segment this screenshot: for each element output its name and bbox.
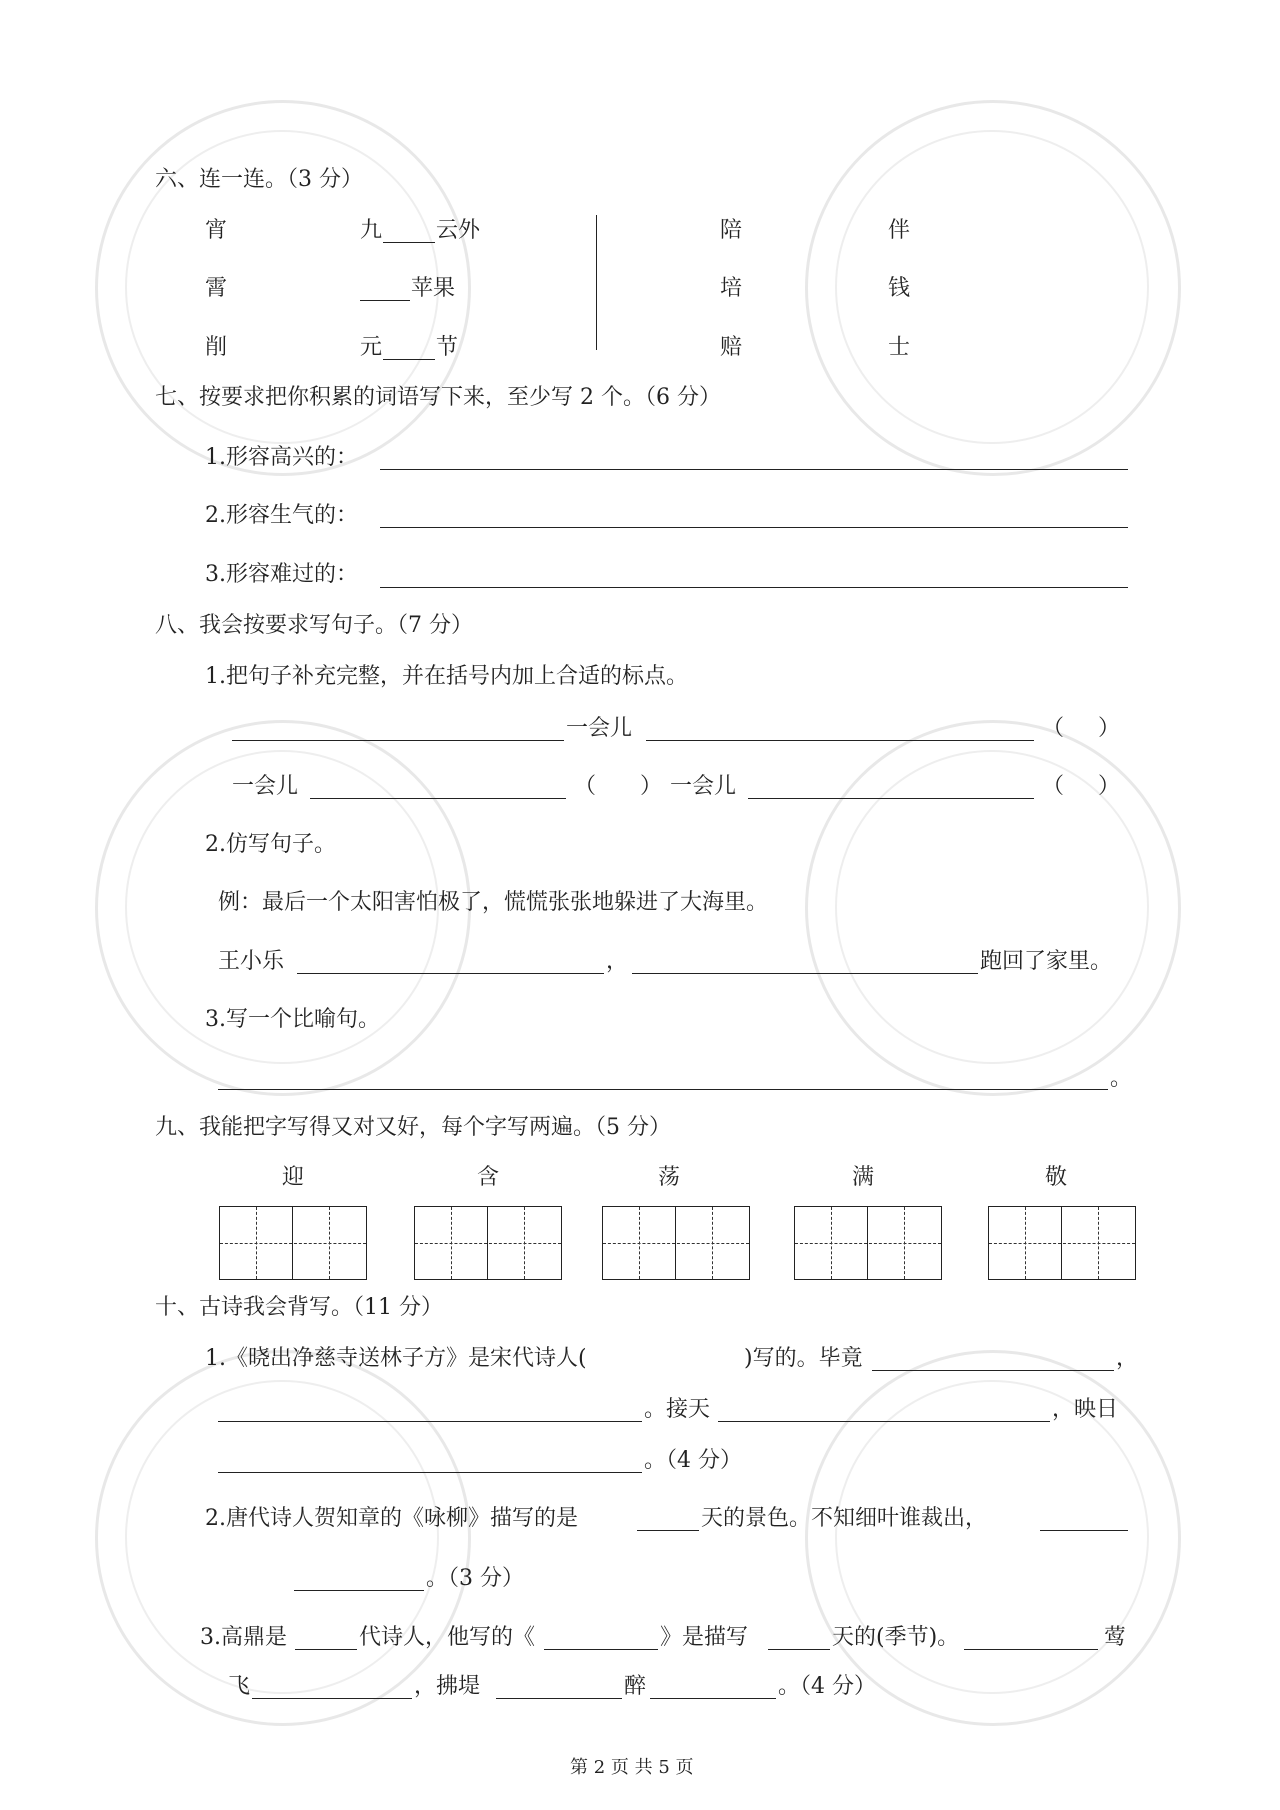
answer-line[interactable] [380,587,1128,588]
imitate-start: 王小乐 [218,949,285,974]
answer-line[interactable] [964,1649,1098,1650]
answer-line[interactable] [310,798,566,799]
poem-q2-text: 2.唐代诗人贺知章的《咏柳》描写的是 [205,1506,578,1531]
period: 。 [1110,1066,1133,1091]
poem-q3-text: 飞 [228,1674,251,1699]
writing-grid[interactable] [602,1206,750,1280]
poem-q2-text: 天的景色。不知细叶谁裁出， [701,1506,988,1531]
writing-grid[interactable] [988,1206,1136,1280]
phrase-before: 九 [360,218,383,243]
answer-line[interactable] [297,973,604,974]
section10-title: 十、古诗我会背写。（11 分） [155,1295,443,1320]
phrase-after: 苹果 [411,276,456,301]
answer-line[interactable] [748,798,1034,799]
practice-char: 迎 [282,1165,305,1190]
answer-line[interactable] [544,1649,658,1650]
left-char: 霄 [205,276,228,301]
paren-close: ） [1098,716,1121,741]
phrase-after: 节 [436,335,459,360]
fixed-word: 一会儿 [232,774,299,799]
section6-title: 六、连一连。（3 分） [155,167,363,192]
watermark-ring [95,1350,471,1726]
right-char: 赔 [720,335,743,360]
phrase-before: 元 [360,335,383,360]
right-char: 培 [720,276,743,301]
answer-line[interactable] [295,1649,357,1650]
answer-line[interactable] [218,1089,1108,1090]
right-char: 钱 [888,276,911,301]
question-text: 3.写一个比喻句。 [205,1007,380,1032]
writing-grid[interactable] [219,1206,367,1280]
answer-line[interactable] [650,1698,776,1699]
right-char: 伴 [888,218,911,243]
watermark-ring [805,720,1181,1096]
answer-line[interactable] [294,1590,424,1591]
poem-q1-text: 。（4 分） [644,1448,742,1473]
watermark-ring [805,100,1181,476]
example-text: 例：最后一个太阳害怕极了，慌慌张张地躲进了大海里。 [218,890,769,915]
answer-line[interactable] [218,1472,642,1473]
word-prompt: 2.形容生气的： [205,503,358,528]
answer-line[interactable] [252,1698,412,1699]
answer-line[interactable] [632,973,978,974]
section7-title: 七、按要求把你积累的词语写下来，至少写 2 个。（6 分） [155,385,721,410]
left-char: 宵 [205,218,228,243]
phrase-after: 云外 [436,218,481,243]
poem-q1-text: ，映日 [1052,1397,1119,1422]
answer-line[interactable] [872,1370,1114,1371]
poem-q3-text: 。（4 分） [778,1674,876,1699]
answer-line[interactable] [637,1530,699,1531]
poem-q3-text: 代诗人，他写的《 [359,1625,536,1650]
fixed-word: 一会儿 [670,774,737,799]
answer-line[interactable] [380,469,1128,470]
comma: ， [1116,1346,1139,1371]
poem-q1-text: )写的。毕竟 [744,1346,863,1371]
watermark-ring [835,130,1149,444]
page-number: 第 2 页 共 5 页 [570,1757,694,1778]
answer-line[interactable] [718,1421,1050,1422]
paren-close: ） [640,774,663,799]
answer-line[interactable] [380,527,1128,528]
fill-blank[interactable] [360,300,410,301]
poem-q2-text: 。（3 分） [426,1566,524,1591]
right-char: 士 [888,335,911,360]
poem-q3-text: 醉 [624,1674,647,1699]
answer-line[interactable] [218,1421,642,1422]
poem-q3-text: 3.高鼎是 [200,1625,287,1650]
section9-title: 九、我能把字写得又对又好，每个字写两遍。（5 分） [155,1115,671,1140]
poem-q3-text: 》是描写 [660,1625,749,1650]
answer-line[interactable] [646,740,1034,741]
fill-blank[interactable] [383,359,435,360]
question-text: 2.仿写句子。 [205,832,336,857]
paren-open: （ [1042,716,1065,741]
watermark-ring [805,1350,1181,1726]
paren-close: ） [1098,774,1121,799]
poem-q3-text: 莺 [1104,1625,1127,1650]
poem-q1-text: 1.《晓出净慈寺送林子方》是宋代诗人( [205,1346,587,1371]
divider-line [596,215,597,350]
writing-grid[interactable] [794,1206,942,1280]
question-text: 1.把句子补充完整，并在括号内加上合适的标点。 [205,664,688,689]
paren-open: （ [574,774,597,799]
left-char: 削 [205,335,228,360]
writing-grid[interactable] [414,1206,562,1280]
word-prompt: 1.形容高兴的： [205,445,358,470]
poem-q3-text: 天的(季节)。 [832,1625,960,1650]
comma: ， [606,949,629,974]
imitate-end: 跑回了家里。 [980,949,1113,974]
answer-line[interactable] [768,1649,830,1650]
practice-char: 满 [852,1165,875,1190]
practice-char: 荡 [658,1165,681,1190]
section8-title: 八、我会按要求写句子。（7 分） [155,613,473,638]
fixed-word: 一会儿 [566,716,633,741]
word-prompt: 3.形容难过的： [205,562,358,587]
practice-char: 含 [477,1165,500,1190]
fill-blank[interactable] [383,242,435,243]
answer-line[interactable] [496,1698,622,1699]
paren-open: （ [1042,774,1065,799]
poem-q1-text: 。接天 [644,1397,711,1422]
right-char: 陪 [720,218,743,243]
poem-q3-text: ，拂堤 [414,1674,481,1699]
answer-line[interactable] [1040,1530,1128,1531]
practice-char: 敬 [1045,1165,1068,1190]
answer-line[interactable] [232,740,564,741]
